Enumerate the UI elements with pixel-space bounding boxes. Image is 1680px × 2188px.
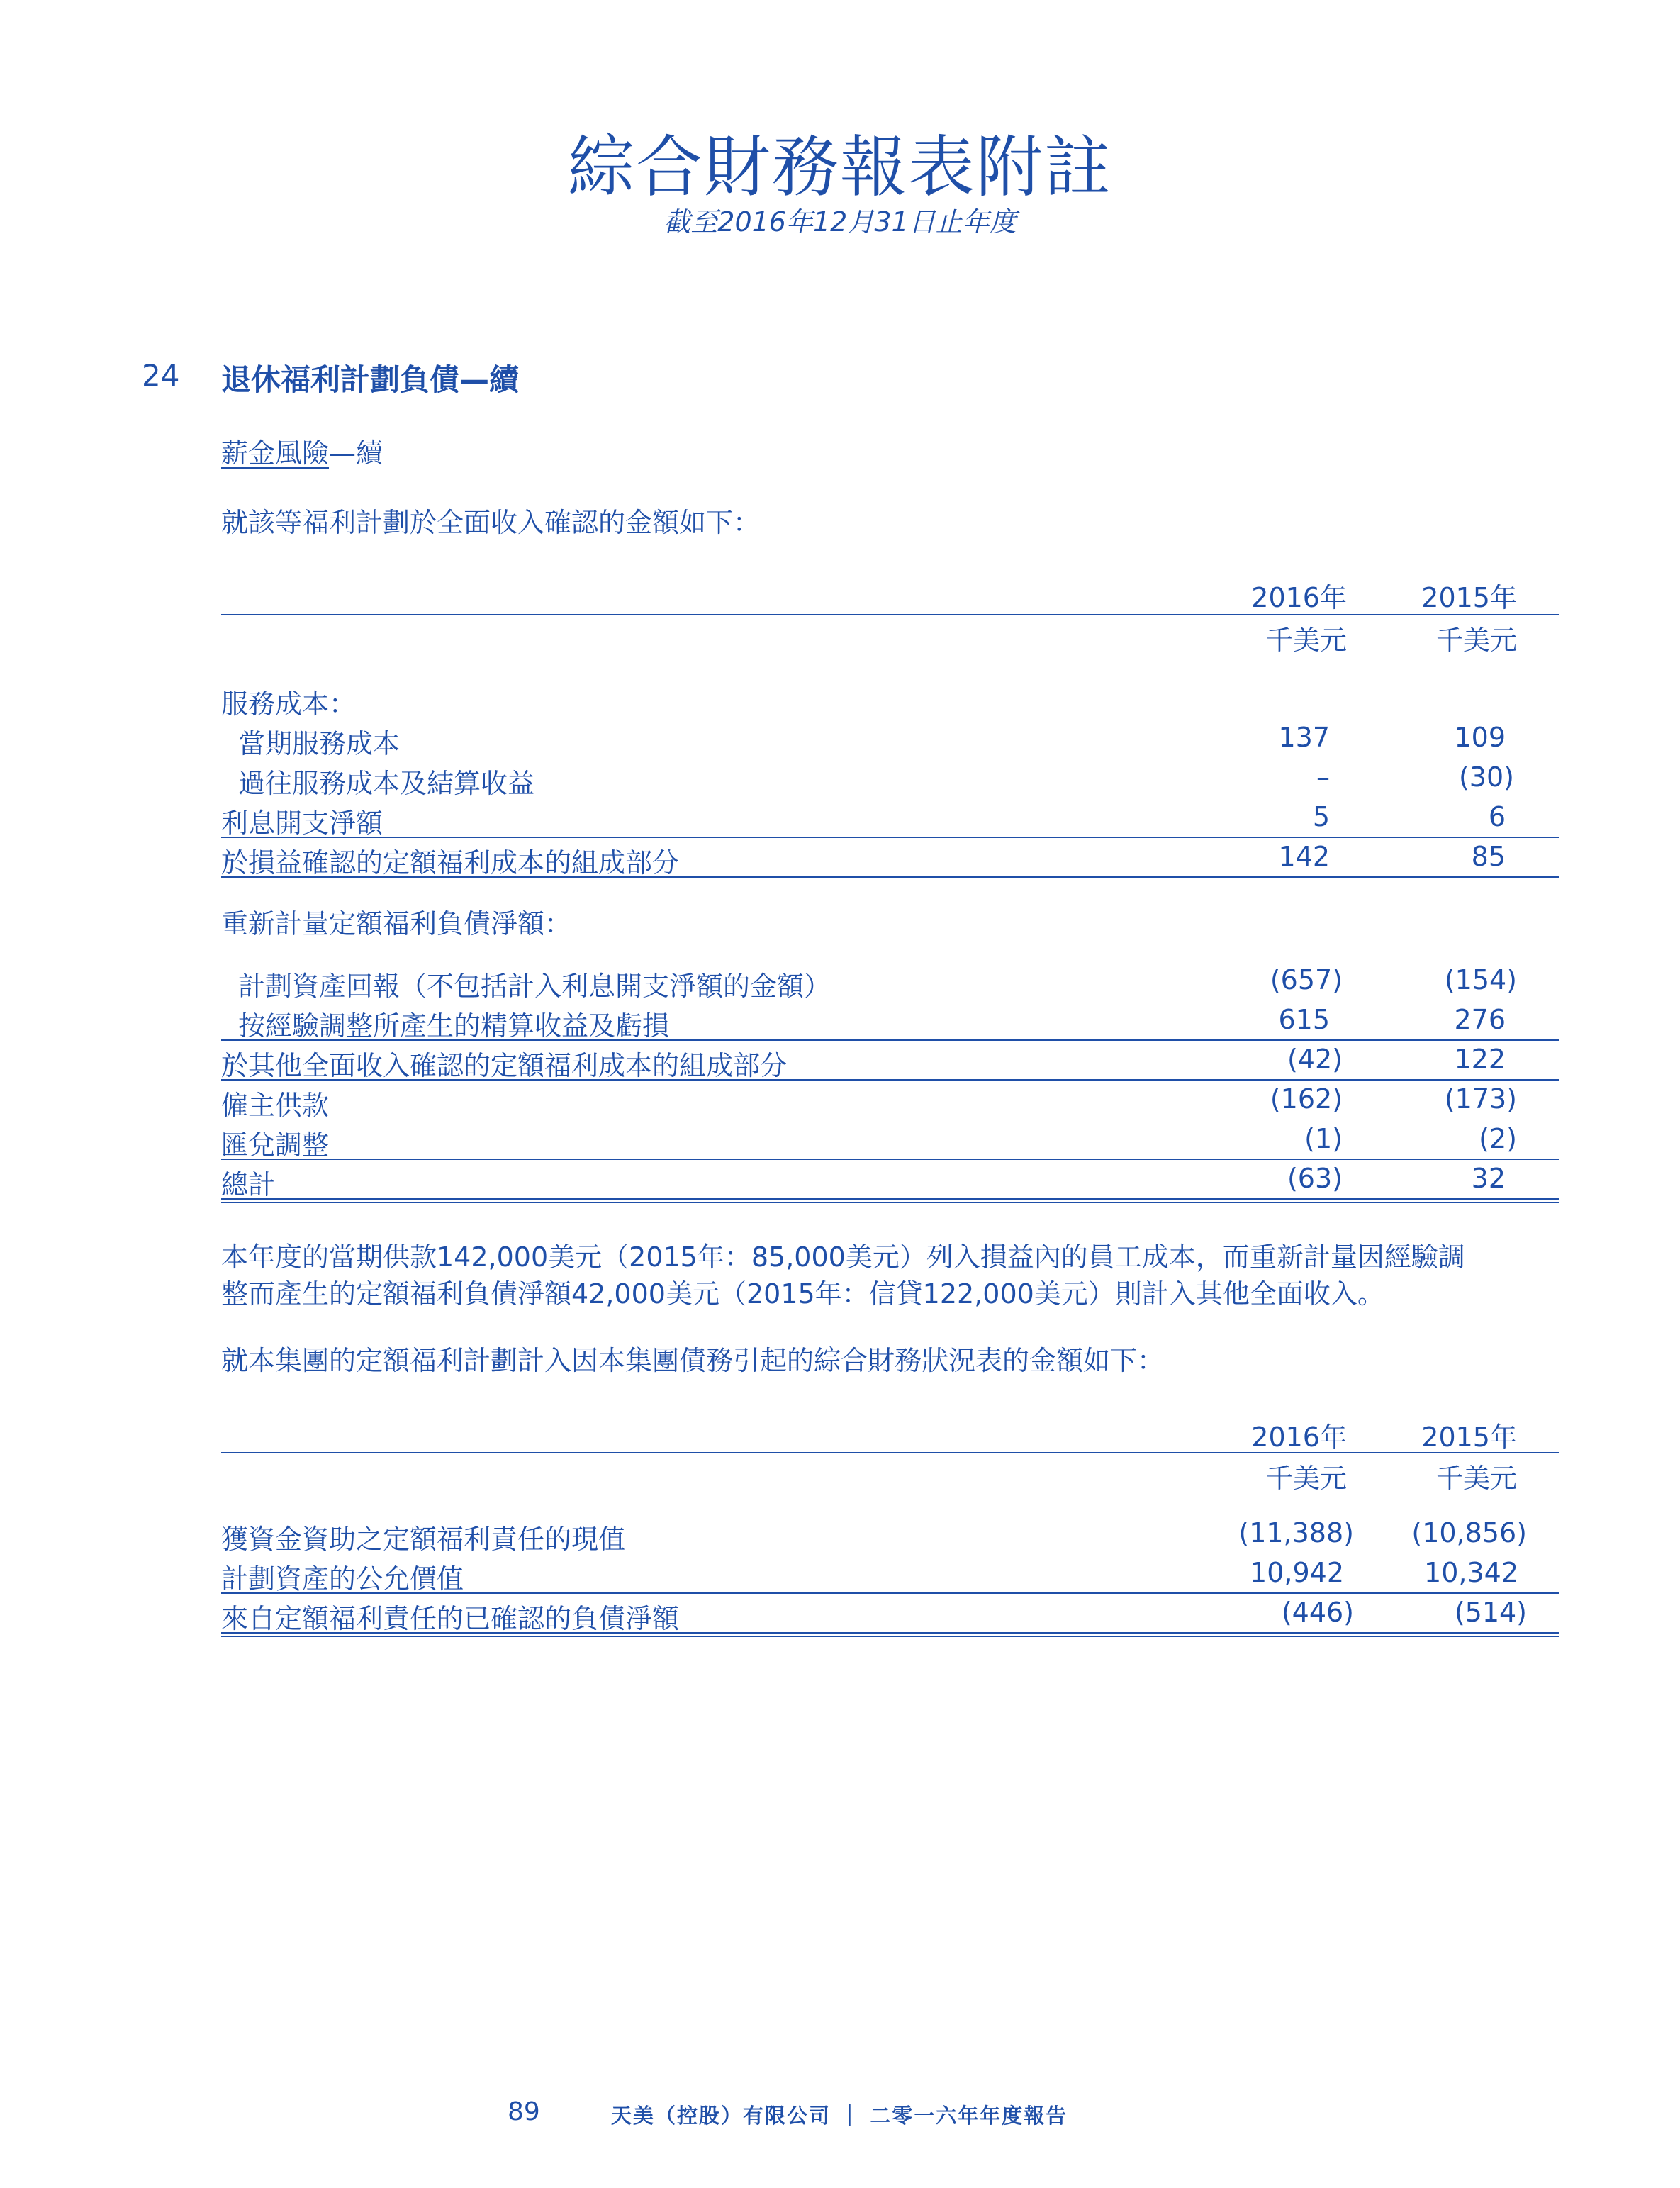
table2-row-value-2016: 10,942 <box>1250 1557 1344 1588</box>
table1-col-2016-year: 2016年 <box>1251 582 1347 613</box>
table2-col-2015-unit: 千美元 <box>1435 1463 1517 1494</box>
table2-col-2016-unit: 千美元 <box>1265 1463 1347 1494</box>
table1-row-value-2016: – <box>1316 761 1330 793</box>
table1-oci-rule <box>221 1039 1559 1041</box>
table2-total-double-rule <box>221 1632 1559 1637</box>
subsection-title: 薪金風險 <box>221 437 330 469</box>
table2-col-2015-year: 2015年 <box>1421 1422 1517 1453</box>
table1-row-value-2015: (154) <box>1444 964 1517 995</box>
table1-subtotal-2015: 85 <box>1471 841 1506 872</box>
table1-col-2015-year: 2015年 <box>1421 582 1517 613</box>
intro-text-2: 就本集團的定額福利計劃計入因本集團債務引起的綜合財務狀況表的金額如下： <box>221 1345 1165 1376</box>
table2-row-value-2016: (11,388) <box>1238 1517 1354 1548</box>
table1-col-2015-unit: 千美元 <box>1435 625 1517 656</box>
table1-oci-label: 於其他全面收入確認的定額福利成本的組成部分 <box>221 1050 788 1081</box>
table1-oci-bottom-rule <box>221 1079 1559 1081</box>
table2-col-2016-year: 2016年 <box>1251 1422 1347 1453</box>
paragraph-line-1: 本年度的當期供款142,000美元（2015年：85,000美元）列入損益內的員工成本，而重新計量因經驗調 <box>221 1241 1465 1273</box>
table1-group2-heading: 重新計量定額福利負債淨額： <box>221 908 572 939</box>
table2-row-value-2015: 10,342 <box>1424 1557 1518 1588</box>
table2-total-label: 來自定額福利責任的已確認的負債淨額 <box>221 1603 680 1634</box>
subsection-suffix: —續 <box>329 437 383 469</box>
table1-total-2016: (63) <box>1287 1163 1343 1194</box>
table2-header-rule <box>221 1452 1559 1453</box>
table1-oci-2015: 122 <box>1454 1044 1506 1075</box>
table1-row-label: 僱主供款 <box>221 1090 330 1121</box>
table2-total-2015: (514) <box>1454 1597 1527 1628</box>
table1-row-value-2016: (162) <box>1270 1083 1343 1115</box>
table1-subtotal-2016: 142 <box>1278 841 1330 872</box>
table1-total-2015: 32 <box>1471 1163 1506 1194</box>
table1-row-label: 過往服務成本及結算收益 <box>238 768 535 799</box>
table1-row-value-2015: (173) <box>1444 1083 1517 1115</box>
table1-row-value-2016: (657) <box>1270 964 1343 995</box>
page-title: 綜合財務報表附註 <box>567 129 1112 206</box>
intro-text-1: 就該等福利計劃於全面收入確認的金額如下： <box>221 507 761 538</box>
table2-row-label: 獲資金資助之定額福利責任的現值 <box>221 1524 626 1555</box>
table1-row-label: 計劃資產回報（不包括計入利息開支淨額的金額） <box>238 971 831 1002</box>
table1-row-label: 按經驗調整所產生的精算收益及虧損 <box>238 1010 670 1042</box>
table1-row-value-2016: 137 <box>1278 722 1330 753</box>
table1-row-label: 匯兌調整 <box>221 1129 330 1161</box>
table1-row-value-2016: (1) <box>1304 1123 1343 1154</box>
table1-total-label: 總計 <box>221 1169 276 1200</box>
table1-row-value-2015: 276 <box>1454 1004 1506 1035</box>
table1-oci-2016: (42) <box>1287 1044 1343 1075</box>
table2-row-label: 計劃資產的公允價值 <box>221 1563 464 1595</box>
table1-subtotal-rule <box>221 837 1559 838</box>
paragraph-line-2: 整而產生的定額福利負債淨額42,000美元（2015年：信貸122,000美元）則計入其他全面收入。 <box>221 1278 1384 1310</box>
table1-col-2016-unit: 千美元 <box>1265 625 1347 656</box>
table1-group1-heading: 服務成本： <box>221 688 357 720</box>
table1-total-double-rule <box>221 1198 1559 1203</box>
table1-row-value-2015: 6 <box>1488 801 1506 832</box>
table1-row-value-2016: 5 <box>1312 801 1330 832</box>
table1-row-value-2016: 615 <box>1278 1004 1330 1035</box>
table2-total-2016: (446) <box>1281 1597 1354 1628</box>
page-subtitle: 截至2016年12月31日止年度 <box>663 206 1017 238</box>
table1-row-value-2015: 109 <box>1454 722 1506 753</box>
table2-total-rule <box>221 1592 1559 1594</box>
table1-row-value-2015: (30) <box>1458 761 1514 793</box>
table1-row-label: 利息開支淨額 <box>221 808 383 839</box>
footer-text: 天美（控股）有限公司 ｜ 二零一六年年度報告 <box>611 2104 1068 2128</box>
table1-header-rule <box>221 614 1559 615</box>
section-title: 退休福利計劃負債—續 <box>221 362 520 397</box>
table2-row-value-2015: (10,856) <box>1411 1517 1527 1548</box>
table1-row-value-2015: (2) <box>1479 1123 1517 1154</box>
subsection-heading <box>221 431 383 470</box>
table1-subtotal-label: 於損益確認的定額福利成本的組成部分 <box>221 847 680 878</box>
table1-subtotal-bottom-rule <box>221 876 1559 878</box>
section-number: 24 <box>142 358 180 393</box>
table1-row-label: 當期服務成本 <box>238 728 401 759</box>
table1-total-rule <box>221 1159 1559 1160</box>
page-number: 89 <box>508 2097 540 2126</box>
